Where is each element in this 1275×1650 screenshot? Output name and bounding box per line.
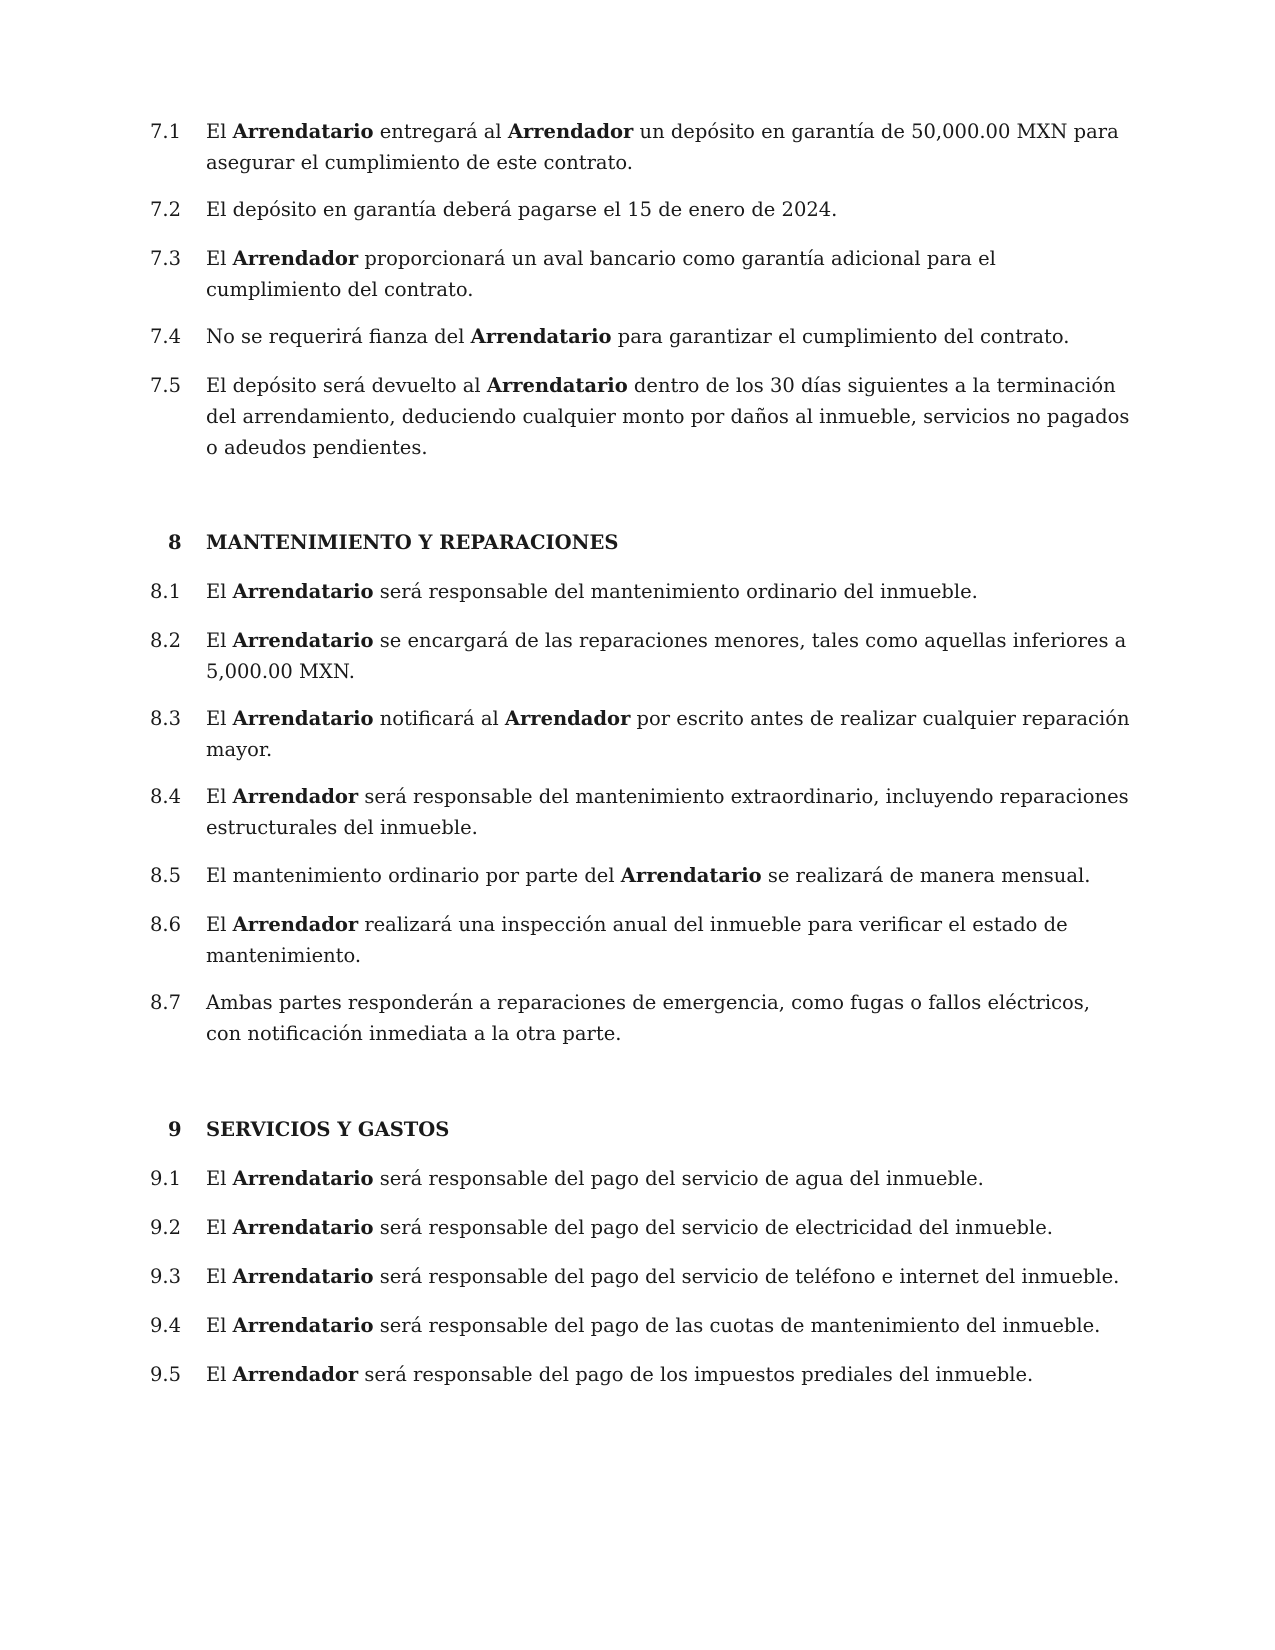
clause-text [206, 703, 1130, 765]
clause-text [206, 909, 1130, 971]
clause-9-1 [150, 1163, 1130, 1194]
clause-8-1 [150, 576, 1130, 607]
clause-number: 8.6 [150, 913, 182, 936]
text-segment: proporcionará un aval bancario como garantía adicional para el cumplimiento del contrato. [206, 247, 996, 301]
party-name: Arrendatario [232, 629, 374, 652]
text-segment: El depósito será devuelto al [206, 374, 487, 397]
clause-text [206, 194, 1130, 225]
text-segment: para garantizar el cumplimiento del contrato. [611, 325, 1070, 348]
text-segment: notificará al [373, 707, 505, 730]
clause-8-4 [150, 781, 1130, 843]
text-segment: No se requerirá fianza del [206, 325, 471, 348]
clause-number: 7.5 [150, 374, 182, 397]
text-segment: dentro de los 30 días siguientes a la terminación del arrendamiento, deduciendo cualquier monto por daños al inmueble, servicios no pagados o adeudos pendientes. [206, 374, 1130, 459]
party-name: Arrendatario [232, 707, 374, 730]
clause-text [206, 1163, 1130, 1194]
text-segment: será responsable del pago del servicio de electricidad del inmueble. [373, 1216, 1053, 1239]
text-segment: será responsable del pago del servicio de teléfono e internet del inmueble. [373, 1265, 1120, 1288]
text-segment: El [206, 913, 233, 936]
clause-number: 8.3 [150, 707, 182, 730]
text-segment: El depósito en garantía deberá pagarse el 15 de enero de 2024. [206, 198, 838, 221]
clause-number: 9.4 [150, 1314, 182, 1337]
party-name: Arrendador [232, 913, 359, 936]
clause-9-2 [150, 1212, 1130, 1243]
text-segment: El [206, 629, 233, 652]
clause-text [206, 1359, 1130, 1390]
clause-text [206, 860, 1130, 891]
clause-7-2 [150, 194, 1130, 225]
clause-text [206, 1310, 1130, 1341]
party-name: Arrendatario [232, 1216, 374, 1239]
text-segment: El mantenimiento ordinario por parte del [206, 864, 621, 887]
clause-8-6 [150, 909, 1130, 971]
text-segment: El [206, 1363, 233, 1386]
text-segment: será responsable del pago de los impuestos prediales del inmueble. [358, 1363, 1034, 1386]
clause-9-4 [150, 1310, 1130, 1341]
clause-number: 7.1 [150, 120, 182, 143]
clause-8-2 [150, 625, 1130, 687]
text-segment: será responsable del mantenimiento extraordinario, incluyendo reparaciones estructurales del inmueble. [206, 785, 1129, 839]
party-name: Arrendatario [232, 1167, 374, 1190]
text-segment: será responsable del pago del servicio de agua del inmueble. [373, 1167, 984, 1190]
party-name: Arrendador [232, 247, 359, 270]
clause-number: 7.2 [150, 198, 182, 221]
clause-text [206, 576, 1130, 607]
clause-7-3 [150, 243, 1130, 305]
party-name: Arrendador [504, 707, 631, 730]
clause-text [206, 987, 1130, 1049]
party-name: Arrendador [232, 1363, 359, 1386]
clause-text [206, 321, 1130, 352]
party-name: Arrendador [507, 120, 634, 143]
party-name: Arrendatario [486, 374, 628, 397]
text-segment: un depósito en garantía de 50,000.00 MXN para asegurar el cumplimiento de este contrato. [206, 120, 1119, 174]
clause-number: 9.2 [150, 1216, 182, 1239]
clause-9-3 [150, 1261, 1130, 1292]
section-heading-8 [150, 527, 1130, 558]
text-segment: realizará una inspección anual del inmueble para verificar el estado de mantenimiento. [206, 913, 1068, 967]
clause-number: 9.3 [150, 1265, 182, 1288]
party-name: Arrendatario [232, 120, 374, 143]
section-heading-9 [150, 1114, 1130, 1145]
text-segment: El [206, 785, 233, 808]
text-segment: se realizará de manera mensual. [761, 864, 1091, 887]
clause-text [206, 625, 1130, 687]
text-segment: El [206, 1265, 233, 1288]
party-name: Arrendatario [232, 1265, 374, 1288]
clause-number: 8.7 [150, 991, 182, 1014]
clause-text [206, 1261, 1130, 1292]
clause-7-4 [150, 321, 1130, 352]
clause-number: 8.1 [150, 580, 182, 603]
party-name: Arrendatario [620, 864, 762, 887]
clause-8-7 [150, 987, 1130, 1049]
party-name: Arrendatario [470, 325, 612, 348]
text-segment: por escrito antes de realizar cualquier reparación mayor. [206, 707, 1130, 761]
section-title: SERVICIOS Y GASTOS [206, 1118, 450, 1141]
clause-text [206, 370, 1130, 463]
section-number: 9 [168, 1118, 182, 1141]
clause-number: 8.5 [150, 864, 182, 887]
clause-7-5 [150, 370, 1130, 463]
clause-number: 8.4 [150, 785, 182, 808]
party-name: Arrendador [232, 785, 359, 808]
text-segment: El [206, 247, 233, 270]
clause-number: 7.3 [150, 247, 182, 270]
clause-number: 9.1 [150, 1167, 182, 1190]
clause-number: 7.4 [150, 325, 182, 348]
clause-text [206, 243, 1130, 305]
text-segment: El [206, 1216, 233, 1239]
clause-text [206, 1212, 1130, 1243]
text-segment: entregará al [373, 120, 508, 143]
section-title: MANTENIMIENTO Y REPARACIONES [206, 531, 619, 554]
clause-9-5 [150, 1359, 1130, 1390]
party-name: Arrendatario [232, 1314, 374, 1337]
clause-number: 9.5 [150, 1363, 182, 1386]
text-segment: El [206, 1314, 233, 1337]
text-segment: Ambas partes responderán a reparaciones de emergencia, como fugas o fallos eléctricos, con notificación inmediata a la otra parte. [206, 991, 1090, 1045]
party-name: Arrendatario [232, 580, 374, 603]
text-segment: será responsable del mantenimiento ordinario del inmueble. [373, 580, 978, 603]
clause-7-1 [150, 116, 1130, 178]
clause-8-5 [150, 860, 1130, 891]
clause-text [206, 116, 1130, 178]
text-segment: será responsable del pago de las cuotas de mantenimiento del inmueble. [373, 1314, 1101, 1337]
clause-8-3 [150, 703, 1130, 765]
clause-number: 8.2 [150, 629, 182, 652]
text-segment: El [206, 1167, 233, 1190]
text-segment: El [206, 580, 233, 603]
text-segment: El [206, 707, 233, 730]
clause-text [206, 781, 1130, 843]
text-segment: se encargará de las reparaciones menores, tales como aquellas inferiores a 5,000.00 MXN. [206, 629, 1127, 683]
text-segment: El [206, 120, 233, 143]
section-number: 8 [168, 531, 182, 554]
